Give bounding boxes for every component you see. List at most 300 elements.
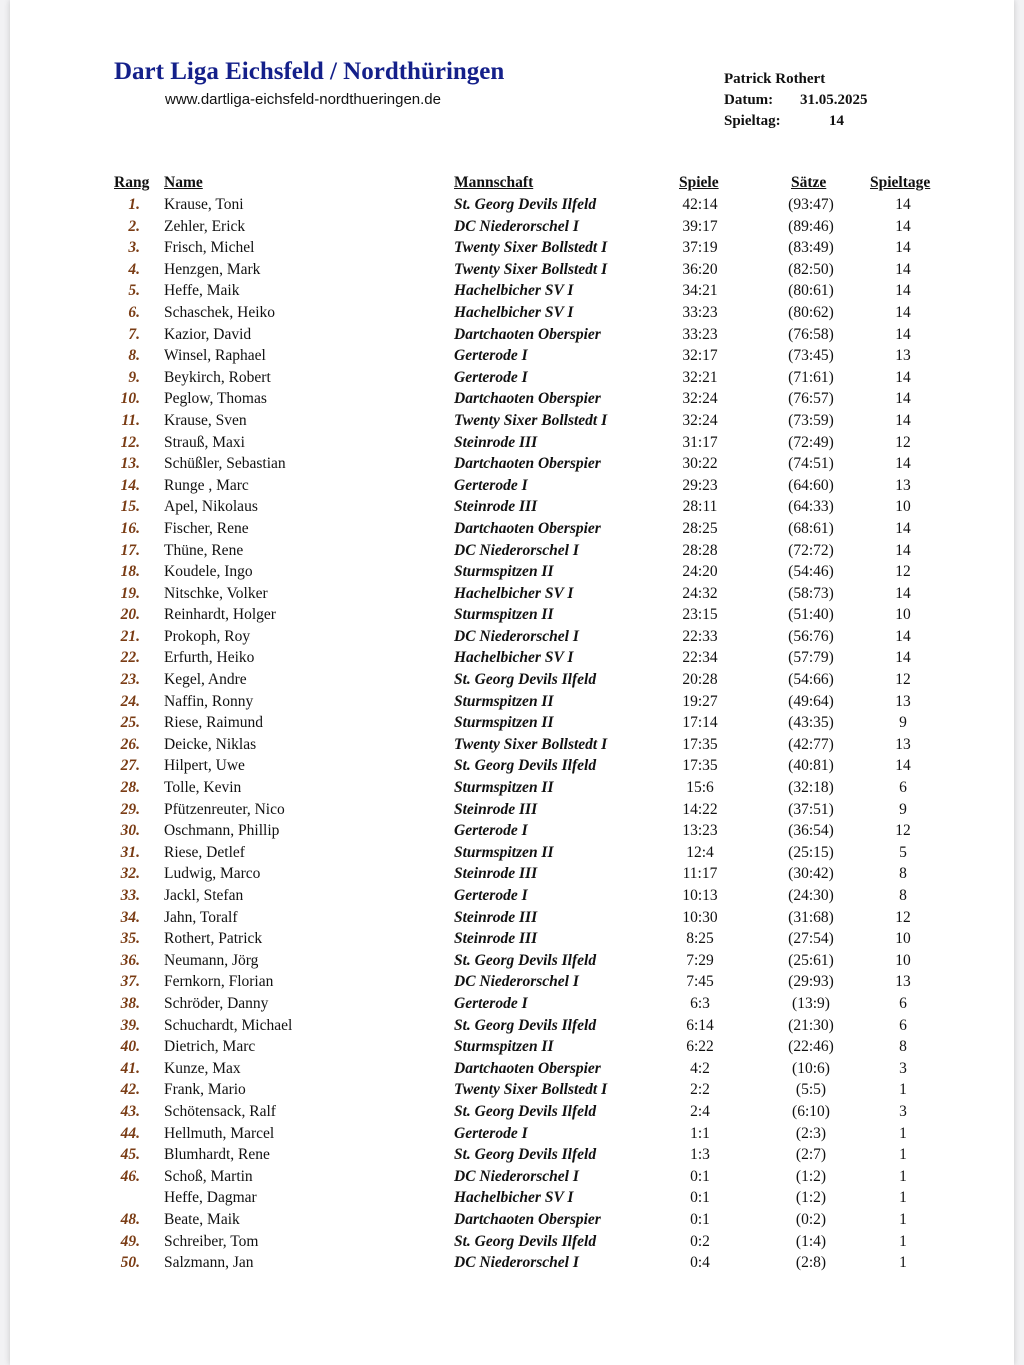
- games-cell: 39:17: [682, 217, 718, 235]
- name-cell: Naffin, Ronny: [164, 692, 254, 710]
- table-row: [10, 1036, 1014, 1058]
- days-cell: 3: [899, 1102, 907, 1120]
- games-cell: 0:1: [690, 1210, 710, 1228]
- games-cell: 32:21: [682, 368, 718, 386]
- name-cell: Deicke, Niklas: [164, 735, 257, 753]
- rank-cell: 10.: [120, 390, 140, 408]
- days-cell: 1: [899, 1146, 907, 1164]
- days-cell: 14: [895, 541, 911, 559]
- team-cell: Dartchaoten Oberspier: [454, 519, 601, 537]
- name-cell: Pfützenreuter, Nico: [164, 800, 285, 818]
- name-cell: Schüßler, Sebastian: [164, 455, 286, 473]
- team-cell: Gerterode I: [454, 368, 528, 386]
- days-cell: 13: [895, 347, 911, 365]
- sets-cell: (31:68): [788, 908, 834, 926]
- table-row: [10, 1079, 1014, 1101]
- team-cell: Sturmspitzen II: [454, 1038, 554, 1056]
- rank-cell: 35.: [120, 930, 140, 948]
- name-cell: Ludwig, Marco: [164, 865, 261, 883]
- col-header-name: Name: [164, 174, 203, 191]
- sets-cell: (30:42): [788, 865, 834, 883]
- rank-cell: 23.: [120, 671, 140, 689]
- table-row: [10, 669, 1014, 691]
- rank-cell: 5.: [128, 282, 140, 300]
- sets-cell: (54:46): [788, 563, 834, 581]
- rank-cell: 24.: [120, 692, 140, 710]
- team-cell: Dartchaoten Oberspier: [454, 455, 601, 473]
- games-cell: 31:17: [682, 433, 718, 451]
- sets-cell: (76:57): [788, 390, 834, 408]
- games-cell: 34:21: [682, 282, 718, 300]
- rank-cell: 29.: [120, 800, 140, 818]
- sets-cell: (71:61): [788, 368, 834, 386]
- team-cell: Hachelbicher SV I: [454, 584, 574, 602]
- matchday-label: Spieltag:: [724, 113, 781, 129]
- days-cell: 12: [895, 822, 911, 840]
- sets-cell: (76:58): [788, 325, 834, 343]
- ranking-table: [10, 194, 1014, 1274]
- sets-cell: (10:6): [792, 1059, 830, 1077]
- table-row: [10, 496, 1014, 518]
- team-cell: St. Georg Devils Ilfeld: [454, 196, 597, 213]
- table-row: [10, 518, 1014, 540]
- team-cell: Steinrode III: [454, 908, 538, 926]
- sets-cell: (29:93): [788, 973, 834, 991]
- name-cell: Blumhardt, Rene: [164, 1146, 270, 1164]
- rank-cell: 9.: [128, 368, 140, 386]
- table-row: [10, 194, 1014, 216]
- games-cell: 22:34: [682, 649, 718, 667]
- games-cell: 14:22: [682, 800, 718, 818]
- games-cell: 33:23: [682, 303, 718, 321]
- games-cell: 0:4: [690, 1254, 710, 1272]
- team-cell: Gerterode I: [454, 1124, 528, 1142]
- rank-cell: 50.: [120, 1254, 140, 1272]
- rank-cell: 11.: [121, 411, 140, 429]
- sets-cell: (40:81): [788, 757, 834, 775]
- name-cell: Neumann, Jörg: [164, 951, 259, 969]
- days-cell: 1: [899, 1254, 907, 1272]
- name-cell: Schötensack, Ralf: [164, 1102, 276, 1120]
- table-row: [10, 820, 1014, 842]
- team-cell: Dartchaoten Oberspier: [454, 1210, 601, 1228]
- sets-cell: (83:49): [788, 239, 834, 257]
- sets-cell: (37:51): [788, 800, 834, 818]
- days-cell: 13: [895, 735, 911, 753]
- days-cell: 6: [899, 779, 907, 797]
- name-cell: Jahn, Toralf: [164, 908, 238, 926]
- games-cell: 7:45: [686, 973, 714, 991]
- team-cell: Steinrode III: [454, 865, 538, 883]
- name-cell: Beykirch, Robert: [164, 368, 271, 386]
- games-cell: 2:4: [690, 1102, 710, 1120]
- table-row: [10, 1058, 1014, 1080]
- days-cell: 14: [895, 303, 911, 321]
- table-row: [10, 647, 1014, 669]
- team-cell: Dartchaoten Oberspier: [454, 1059, 601, 1077]
- rank-cell: 1.: [128, 196, 140, 213]
- name-cell: Riese, Raimund: [164, 714, 264, 732]
- sets-cell: (64:33): [788, 498, 834, 516]
- rank-cell: 46.: [120, 1167, 140, 1185]
- team-cell: DC Niederorschel I: [454, 1254, 579, 1272]
- sets-cell: (42:77): [788, 735, 834, 753]
- days-cell: 5: [899, 843, 907, 861]
- table-row: [10, 691, 1014, 713]
- days-cell: 14: [895, 584, 911, 602]
- sets-cell: (2:3): [795, 1124, 827, 1142]
- name-cell: Schröder, Danny: [164, 994, 269, 1012]
- days-cell: 1: [899, 1167, 907, 1185]
- team-cell: Sturmspitzen II: [454, 606, 554, 624]
- sets-cell: (24:30): [788, 887, 834, 904]
- name-cell: Henzgen, Mark: [164, 260, 261, 278]
- days-cell: 10: [895, 606, 911, 624]
- name-cell: Schaschek, Heiko: [164, 303, 276, 321]
- rank-cell: 41.: [120, 1059, 140, 1077]
- sets-cell: (58:73): [788, 584, 834, 602]
- games-cell: 4:2: [690, 1059, 710, 1077]
- table-row: [10, 950, 1014, 972]
- team-cell: DC Niederorschel I: [454, 973, 579, 991]
- rank-cell: 38.: [120, 994, 140, 1012]
- games-cell: 28:25: [682, 519, 718, 537]
- name-cell: Heffe, Maik: [164, 282, 240, 300]
- days-cell: 12: [895, 433, 911, 451]
- table-row: [10, 410, 1014, 432]
- games-cell: 19:27: [682, 692, 718, 710]
- name-cell: Kegel, Andre: [164, 671, 247, 689]
- sets-cell: (93:47): [788, 196, 834, 213]
- days-cell: 3: [899, 1059, 907, 1077]
- sets-cell: (0:2): [795, 1210, 827, 1228]
- team-cell: Gerterode I: [454, 822, 528, 840]
- name-cell: Frank, Mario: [164, 1081, 246, 1099]
- rank-cell: 28.: [120, 779, 140, 797]
- rank-cell: 30.: [120, 822, 140, 840]
- table-row: [10, 777, 1014, 799]
- games-cell: 28:11: [682, 498, 718, 516]
- days-cell: 8: [899, 1038, 907, 1056]
- sets-cell: (80:62): [788, 303, 834, 321]
- name-cell: Kunze, Max: [164, 1059, 241, 1077]
- team-cell: St. Georg Devils Ilfeld: [454, 671, 597, 689]
- name-cell: Jackl, Stefan: [164, 887, 244, 904]
- rank-cell: 7.: [128, 325, 140, 343]
- games-cell: 11:17: [682, 865, 718, 883]
- days-cell: 14: [895, 325, 911, 343]
- date-value: 31.05.2025: [800, 92, 868, 108]
- document-page: [10, 0, 1014, 1365]
- games-cell: 28:28: [682, 541, 718, 559]
- rank-cell: 17.: [120, 541, 140, 559]
- rank-cell: 32.: [120, 865, 140, 883]
- sets-cell: (73:59): [788, 411, 834, 429]
- rank-cell: 6.: [128, 303, 140, 321]
- rank-cell: 21.: [120, 627, 140, 645]
- games-cell: 15:6: [686, 779, 714, 797]
- rank-cell: 45.: [120, 1146, 140, 1164]
- date-label: Datum:: [724, 92, 774, 108]
- sets-cell: (1:2): [795, 1189, 827, 1207]
- sets-cell: (51:40): [788, 606, 834, 624]
- table-row: [10, 583, 1014, 605]
- rank-cell: 43.: [120, 1102, 140, 1120]
- days-cell: 1: [899, 1210, 907, 1228]
- rank-cell: 3.: [128, 239, 140, 257]
- table-row: [10, 928, 1014, 950]
- table-row: [10, 842, 1014, 864]
- days-cell: 13: [895, 973, 911, 991]
- days-cell: 14: [895, 757, 911, 775]
- days-cell: 14: [895, 519, 911, 537]
- days-cell: 14: [895, 368, 911, 386]
- days-cell: 14: [895, 196, 911, 213]
- sets-cell: (56:76): [788, 627, 834, 645]
- days-cell: 12: [895, 563, 911, 581]
- days-cell: 14: [895, 627, 911, 645]
- name-cell: Thüne, Rene: [164, 541, 244, 559]
- days-cell: 1: [899, 1124, 907, 1142]
- days-cell: 12: [895, 908, 911, 926]
- name-cell: Oschmann, Phillip: [164, 822, 280, 840]
- rank-cell: 37.: [120, 973, 140, 991]
- table-row: [10, 475, 1014, 497]
- team-cell: Hachelbicher SV I: [454, 282, 574, 300]
- name-cell: Zehler, Erick: [164, 217, 246, 235]
- days-cell: 14: [895, 390, 911, 408]
- days-cell: 12: [895, 671, 911, 689]
- days-cell: 14: [895, 649, 911, 667]
- table-row: [10, 1101, 1014, 1123]
- days-cell: 14: [895, 260, 911, 278]
- rank-cell: 36.: [120, 951, 140, 969]
- days-cell: 14: [895, 411, 911, 429]
- table-row: [10, 1144, 1014, 1166]
- rank-cell: 16.: [120, 519, 140, 537]
- days-cell: 9: [899, 714, 907, 732]
- team-cell: Dartchaoten Oberspier: [454, 325, 601, 343]
- team-cell: St. Georg Devils Ilfeld: [454, 951, 597, 969]
- days-cell: 1: [899, 1081, 907, 1099]
- days-cell: 10: [895, 930, 911, 948]
- days-cell: 13: [895, 476, 911, 494]
- rank-cell: 12.: [120, 433, 140, 451]
- rank-cell: 26.: [120, 735, 140, 753]
- name-cell: Beate, Maik: [164, 1210, 240, 1228]
- name-cell: Fernkorn, Florian: [164, 973, 274, 991]
- team-cell: DC Niederorschel I: [454, 541, 579, 559]
- games-cell: 6:14: [686, 1016, 714, 1034]
- sets-cell: (57:79): [788, 649, 834, 667]
- rank-cell: 18.: [120, 563, 140, 581]
- col-header-rank: Rang: [114, 174, 150, 191]
- team-cell: Steinrode III: [454, 433, 538, 451]
- table-row: [10, 1252, 1014, 1274]
- sets-cell: (25:61): [788, 951, 834, 969]
- name-cell: Strauß, Maxi: [164, 433, 245, 451]
- sets-cell: (36:54): [788, 822, 834, 840]
- name-cell: Riese, Detlef: [164, 843, 245, 861]
- name-cell: Schoß, Martin: [164, 1167, 253, 1185]
- table-row: [10, 1166, 1014, 1188]
- games-cell: 17:35: [682, 735, 718, 753]
- name-cell: Hellmuth, Marcel: [164, 1124, 275, 1142]
- name-cell: Schuchardt, Michael: [164, 1016, 293, 1034]
- sets-cell: (49:64): [788, 692, 834, 710]
- table-row: [10, 237, 1014, 259]
- col-header-sets: Sätze: [791, 174, 827, 191]
- rank-cell: 39.: [120, 1016, 140, 1034]
- games-cell: 22:33: [682, 627, 718, 645]
- sets-cell: (27:54): [788, 930, 834, 948]
- table-row: [10, 432, 1014, 454]
- team-cell: Twenty Sixer Bollstedt I: [454, 735, 608, 753]
- team-cell: St. Georg Devils Ilfeld: [454, 757, 597, 775]
- sets-cell: (2:8): [795, 1254, 827, 1272]
- games-cell: 12:4: [686, 843, 714, 861]
- team-cell: Gerterode I: [454, 347, 528, 365]
- author-name: Patrick Rothert: [724, 71, 826, 87]
- sets-cell: (32:18): [788, 779, 834, 797]
- games-cell: 1:3: [690, 1146, 710, 1164]
- team-cell: Twenty Sixer Bollstedt I: [454, 1081, 608, 1099]
- table-row: [10, 259, 1014, 281]
- name-cell: Kazior, David: [164, 325, 252, 343]
- games-cell: 0:1: [690, 1189, 710, 1207]
- name-cell: Hilpert, Uwe: [164, 757, 245, 775]
- games-cell: 2:2: [690, 1081, 710, 1099]
- team-cell: Gerterode I: [454, 994, 528, 1012]
- games-cell: 10:13: [682, 887, 718, 904]
- name-cell: Salzmann, Jan: [164, 1254, 254, 1272]
- days-cell: 13: [895, 692, 911, 710]
- table-row: [10, 712, 1014, 734]
- name-cell: Rothert, Patrick: [164, 930, 263, 948]
- name-cell: Schreiber, Tom: [164, 1232, 259, 1250]
- games-cell: 6:3: [690, 994, 710, 1012]
- games-cell: 8:25: [686, 930, 714, 948]
- col-header-games: Spiele: [679, 174, 719, 191]
- date-line: [724, 92, 868, 113]
- report-info: [724, 71, 868, 134]
- rank-cell: 20.: [120, 606, 140, 624]
- team-cell: DC Niederorschel I: [454, 627, 579, 645]
- games-cell: 20:28: [682, 671, 718, 689]
- league-url: www.dartliga-eichsfeld-nordthueringen.de: [165, 91, 441, 108]
- games-cell: 24:20: [682, 563, 718, 581]
- table-row: [10, 280, 1014, 302]
- col-header-days: Spieltage: [870, 174, 931, 191]
- games-cell: 32:24: [682, 390, 718, 408]
- games-cell: 33:23: [682, 325, 718, 343]
- team-cell: Sturmspitzen II: [454, 843, 554, 861]
- name-cell: Dietrich, Marc: [164, 1038, 256, 1056]
- rank-cell: 31.: [120, 843, 140, 861]
- games-cell: 7:29: [686, 951, 714, 969]
- table-row: [10, 863, 1014, 885]
- games-cell: 10:30: [682, 908, 718, 926]
- table-row: [10, 604, 1014, 626]
- sets-cell: (25:15): [788, 843, 834, 861]
- games-cell: 0:1: [690, 1167, 710, 1185]
- days-cell: 1: [899, 1232, 907, 1250]
- sets-cell: (21:30): [788, 1016, 834, 1034]
- team-cell: Gerterode I: [454, 476, 528, 494]
- table-row: [10, 971, 1014, 993]
- name-cell: Fischer, Rene: [164, 519, 249, 537]
- games-cell: 37:19: [682, 239, 718, 257]
- table-row: [10, 540, 1014, 562]
- rank-cell: 13.: [120, 455, 140, 473]
- table-row: [10, 907, 1014, 929]
- team-cell: Steinrode III: [454, 498, 538, 516]
- table-row: [10, 799, 1014, 821]
- days-cell: 1: [899, 1189, 907, 1207]
- league-title: Dart Liga Eichsfeld / Nordthüringen: [114, 58, 505, 85]
- matchday-line: [724, 113, 844, 134]
- table-row: [10, 324, 1014, 346]
- sets-cell: (82:50): [788, 260, 834, 278]
- games-cell: 1:1: [690, 1124, 710, 1142]
- table-row: [10, 734, 1014, 756]
- sets-cell: (2:7): [795, 1146, 827, 1164]
- sets-cell: (72:72): [788, 541, 834, 559]
- rank-cell: 27.: [120, 757, 140, 775]
- games-cell: 42:14: [682, 196, 718, 213]
- rank-cell: 15.: [120, 498, 140, 516]
- sets-cell: (89:46): [788, 217, 834, 235]
- rank-cell: 40.: [120, 1038, 140, 1056]
- team-cell: Sturmspitzen II: [454, 692, 554, 710]
- name-cell: Apel, Nikolaus: [164, 498, 258, 516]
- table-row: [10, 388, 1014, 410]
- table-row: [10, 1123, 1014, 1145]
- table-row: [10, 755, 1014, 777]
- sets-cell: (73:45): [788, 347, 834, 365]
- name-cell: Krause, Sven: [164, 411, 247, 429]
- table-row: [10, 302, 1014, 324]
- table-row: [10, 367, 1014, 389]
- sets-cell: (1:4): [795, 1232, 827, 1250]
- rank-cell: 48.: [120, 1210, 140, 1228]
- rank-cell: 49.: [120, 1232, 140, 1250]
- games-cell: 13:23: [682, 822, 718, 840]
- name-cell: Tolle, Kevin: [164, 779, 242, 797]
- games-cell: 0:2: [690, 1232, 710, 1250]
- games-cell: 17:35: [682, 757, 718, 775]
- team-cell: Twenty Sixer Bollstedt I: [454, 260, 608, 278]
- sets-cell: (5:5): [795, 1081, 827, 1099]
- table-row: [10, 1209, 1014, 1231]
- team-cell: Hachelbicher SV I: [454, 303, 574, 321]
- table-row: [10, 885, 1014, 907]
- table-row: [10, 345, 1014, 367]
- table-row: [10, 1187, 1014, 1209]
- games-cell: 6:22: [686, 1038, 714, 1056]
- name-cell: Koudele, Ingo: [164, 563, 253, 581]
- sets-cell: (68:61): [788, 519, 834, 537]
- games-cell: 36:20: [682, 260, 718, 278]
- team-cell: DC Niederorschel I: [454, 1167, 579, 1185]
- table-row: [10, 561, 1014, 583]
- name-cell: Prokoph, Roy: [164, 627, 251, 645]
- rank-cell: 34.: [120, 908, 140, 926]
- days-cell: 14: [895, 282, 911, 300]
- days-cell: 6: [899, 1016, 907, 1034]
- days-cell: 8: [899, 865, 907, 883]
- rank-cell: 14.: [120, 476, 140, 494]
